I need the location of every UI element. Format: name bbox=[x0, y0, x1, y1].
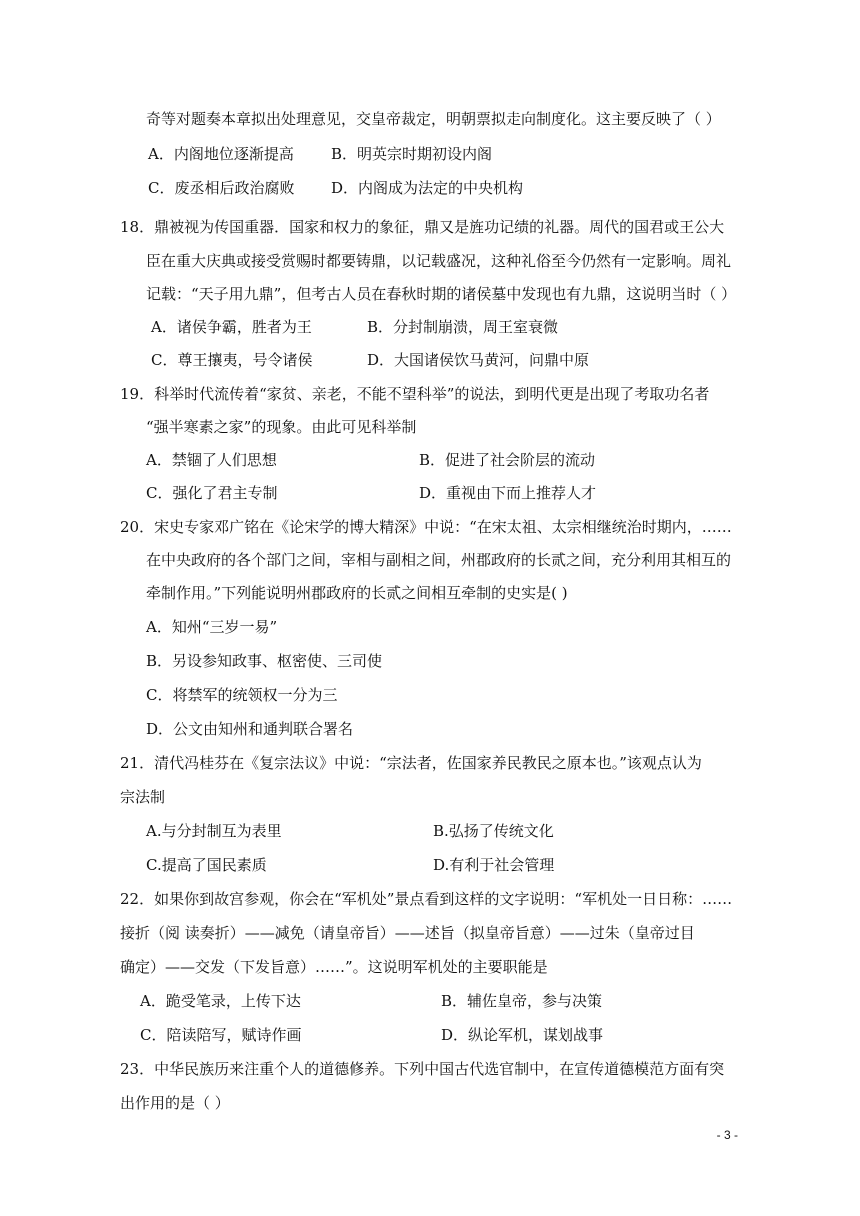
option-22-b: B．辅佐皇帝，参与决策 bbox=[441, 992, 603, 1010]
option-19-c: C．强化了君主专制 bbox=[146, 484, 278, 502]
question-19-line-1: 19．科举时代流传着“家贫、亲老，不能不望科举”的说法，到明代更是出现了考取功名者 bbox=[120, 385, 710, 403]
option-20-c: C．将禁军的统领权一分为三 bbox=[146, 686, 338, 704]
question-21-line-1: 21．清代冯桂芬在《复宗法议》中说：“宗法者，佐国家养民教民之原本也。”该观点认为 bbox=[120, 754, 702, 772]
question-20-line-2: 在中央政府的各个部门之间，宰相与副相之间，州郡政府的长贰之间，充分利用其相互的 bbox=[146, 551, 732, 569]
option-18-c: C．尊王攘夷，号令诸侯 bbox=[151, 351, 313, 369]
option-22-a: A．跪受笔录，上传下达 bbox=[140, 992, 301, 1010]
option-18-a: A．诸侯争霸，胜者为王 bbox=[151, 318, 312, 336]
option-21-c: C.提高了国民素质 bbox=[146, 856, 267, 874]
option-17-a: A．内阁地位逐渐提高 bbox=[148, 145, 294, 163]
option-19-d: D．重视由下而上推荐人才 bbox=[419, 484, 597, 502]
question-23-line-1: 23．中华民族历来注重个人的道德修养。下列中国古代选官制中，在宣传道德模范方面有突 bbox=[120, 1060, 725, 1078]
option-18-b: B．分封制崩溃，周王室衰微 bbox=[367, 318, 559, 336]
option-17-b: B．明英宗时期初设内阁 bbox=[331, 145, 493, 163]
option-21-d: D.有利于社会管理 bbox=[433, 856, 555, 874]
option-22-d: D．纵论军机，谋划战事 bbox=[441, 1026, 604, 1044]
question-20-line-1: 20．宋史专家邓广铭在《论宋学的博大精深》中说：“在宋太祖、太宗相继统治时期内，…… bbox=[120, 518, 732, 536]
option-20-d: D．公文由知州和通判联合署名 bbox=[146, 720, 354, 738]
question-18-line-3: 记载：“天子用九鼎”，但考古人员在春秋时期的诸侯墓中发现也有九鼎，这说明当时（ ） bbox=[146, 285, 737, 303]
option-20-a: A．知州“三岁一易” bbox=[146, 618, 278, 636]
option-18-d: D．大国诸侯饮马黄河，问鼎中原 bbox=[367, 351, 590, 369]
option-20-b: B．另设参知政事、枢密使、三司使 bbox=[146, 652, 383, 670]
question-19-line-2: “强半寒素之家”的现象。由此可见科举制 bbox=[146, 418, 417, 436]
option-21-a: A.与分封制互为表里 bbox=[146, 822, 282, 840]
option-19-a: A．禁锢了人们思想 bbox=[146, 451, 277, 469]
question-21-line-2: 宗法制 bbox=[120, 788, 166, 806]
option-19-b: B．促进了社会阶层的流动 bbox=[419, 451, 596, 469]
page-number: - 3 - bbox=[716, 1128, 738, 1142]
question-22-line-1: 22．如果你到故宫参观，你会在“军机处”景点看到这样的文字说明：“军机处一日日称：…… bbox=[120, 890, 733, 908]
question-22-line-2: 接折（阅 读奏折）——减免（请皇帝旨）——述旨（拟皇帝旨意）——过朱（皇帝过目 bbox=[120, 924, 695, 942]
question-20-line-3: 牵制作用。”下列能说明州郡政府的长贰之间相互牵制的史实是( ) bbox=[146, 584, 568, 602]
option-17-d: D．内阁成为法定的中央机构 bbox=[331, 179, 524, 197]
question-17-stem-cont: 奇等对题奏本章拟出处理意见，交皇帝裁定，明朝票拟走向制度化。这主要反映了（ ） bbox=[146, 110, 721, 128]
option-22-c: C．陪读陪写，赋诗作画 bbox=[140, 1026, 302, 1044]
question-18-line-1: 18．鼎被视为传国重器．国家和权力的象征，鼎又是旌功记绩的礼器。周代的国君或王公大 bbox=[120, 218, 725, 236]
question-23-line-2: 出作用的是（ ） bbox=[120, 1094, 230, 1112]
question-18-line-2: 臣在重大庆典或接受赏赐时都要铸鼎，以记载盛况，这种礼俗至今仍然有一定影响。周礼 bbox=[146, 252, 732, 270]
option-17-c: C．废丞相后政治腐败 bbox=[148, 179, 295, 197]
question-22-line-3: 确定）——交发（下发旨意）……”。这说明军机处的主要职能是 bbox=[120, 958, 548, 976]
option-21-b: B.弘扬了传统文化 bbox=[433, 822, 554, 840]
